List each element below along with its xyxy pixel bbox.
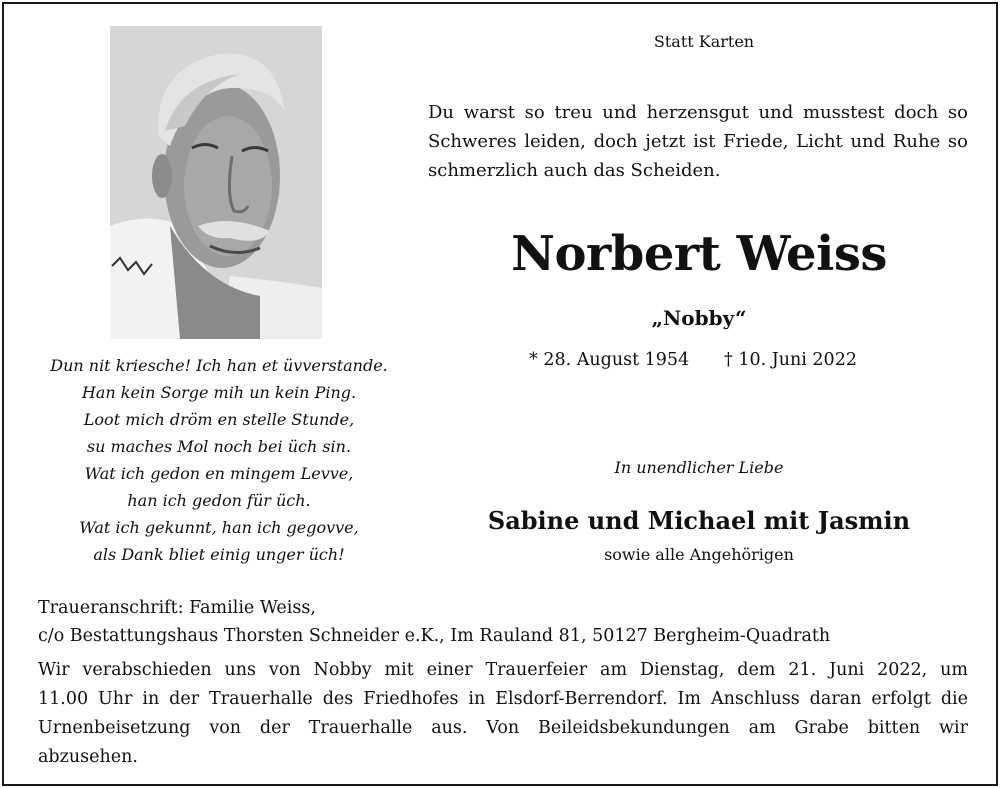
motto-line: schmerzlich auch das Scheiden. bbox=[428, 160, 721, 181]
ceremony-line: Urnenbeisetzung von der Trauerhalle aus. Von Beileidsbekundungen am Grabe bitten wir bbox=[38, 718, 968, 738]
deceased-nickname: „Nobby“ bbox=[651, 306, 747, 330]
ceremony-line: abzusehen. bbox=[38, 747, 138, 767]
motto-text bbox=[428, 98, 968, 185]
ceremony-info bbox=[38, 656, 968, 772]
portrait-photo bbox=[110, 26, 322, 339]
poem-line: han ich gedon für üch. bbox=[127, 491, 311, 510]
address-line: Traueranschrift: Familie Weiss, bbox=[38, 598, 316, 618]
poem-line: Dun nit kriesche! Ich han et üvverstande. bbox=[50, 356, 388, 375]
deceased-name: Norbert Weiss bbox=[511, 226, 887, 282]
birth-date: * 28. August 1954 bbox=[529, 350, 690, 370]
poem-line: Loot mich dröm en stelle Stunde, bbox=[83, 410, 355, 429]
ceremony-line: 11.00 Uhr in der Trauerhalle des Friedhofes in Elsdorf-Berrendorf. Im Anschluss daran erfolgt die bbox=[38, 689, 968, 709]
in-loving-memory: In unendlicher Liebe bbox=[614, 458, 784, 477]
poem bbox=[44, 352, 394, 568]
header-statt-karten: Statt Karten bbox=[653, 32, 755, 51]
address-line: c/o Bestattungshaus Thorsten Schneider e.K., Im Rauland 81, 50127 Bergheim-Quadrath bbox=[38, 626, 831, 646]
poem-line: Wat ich gedon en mingem Levve, bbox=[84, 464, 354, 483]
obituary-notice bbox=[2, 2, 998, 786]
motto-line: Du warst so treu und herzensgut und musstest doch so bbox=[428, 102, 968, 123]
poem-line: su maches Mol noch bei üch sin. bbox=[86, 437, 352, 456]
ceremony-line: Wir verabschieden uns von Nobby mit einer Trauerfeier am Dienstag, dem 21. Juni 2022, um bbox=[38, 660, 968, 680]
poem-line: Han kein Sorge mih un kein Ping. bbox=[81, 383, 357, 402]
portrait-image bbox=[110, 26, 322, 339]
mourning-address bbox=[38, 594, 968, 650]
poem-line: Wat ich gekunnt, han ich gegovve, bbox=[79, 518, 359, 537]
motto-line: Schweres leiden, doch jetzt ist Friede, Licht und Ruhe so bbox=[428, 131, 968, 152]
death-date: † 10. Juni 2022 bbox=[724, 350, 857, 370]
relatives-note: sowie alle Angehörigen bbox=[604, 545, 794, 564]
poem-line: als Dank bliet einig unger üch! bbox=[93, 545, 345, 564]
family-names: Sabine und Michael mit Jasmin bbox=[487, 506, 911, 535]
